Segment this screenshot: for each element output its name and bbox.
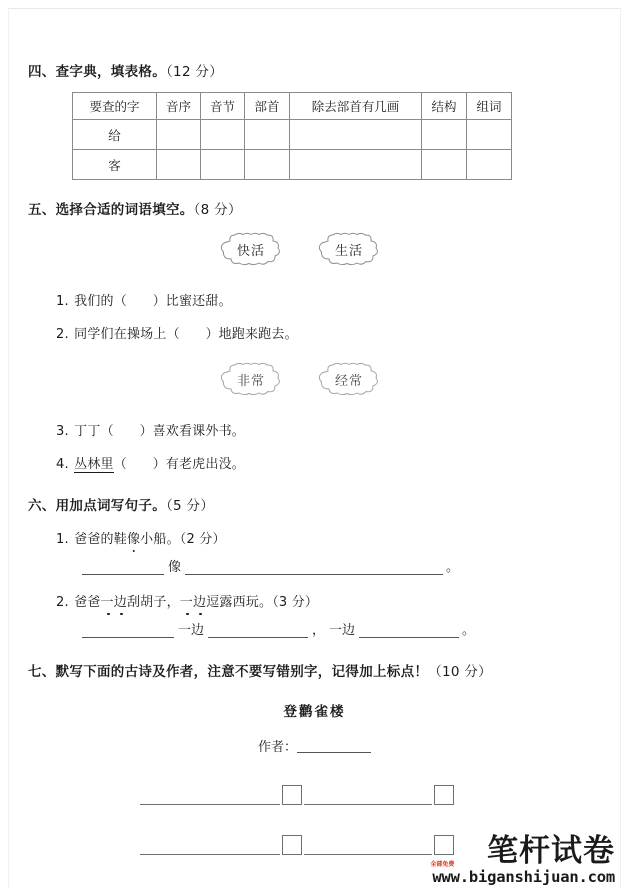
table-header-cell: 要查的字 <box>73 93 157 120</box>
table-cell-answer[interactable] <box>290 120 422 150</box>
poem-write-row <box>28 771 601 805</box>
punctuation-box[interactable] <box>282 785 302 805</box>
table-header-cell: 部首 <box>245 93 290 120</box>
table-cell-answer[interactable] <box>422 120 467 150</box>
table-header-row <box>73 93 512 120</box>
table-header-cell: 组词 <box>467 93 512 120</box>
sentence-item-2 <box>28 591 601 610</box>
word-bubble-label: 经常 <box>334 373 363 389</box>
table-cell-character: 客 <box>73 150 157 180</box>
section-seven-heading <box>28 660 601 680</box>
answer-keyword: 一边 <box>178 623 205 638</box>
table-header-cell: 音节 <box>201 93 245 120</box>
item-points: （2 分） <box>179 532 226 547</box>
table-cell-answer[interactable] <box>467 120 512 150</box>
answer-comma: ， <box>312 623 326 638</box>
word-bubble[interactable] <box>218 362 284 396</box>
question-item <box>28 290 601 309</box>
table-header-cell: 除去部首有几画 <box>290 93 422 120</box>
section-six-points: （5 分） <box>166 498 215 514</box>
answer-blank[interactable] <box>82 624 174 638</box>
answer-blank[interactable] <box>208 624 308 638</box>
table-cell-answer[interactable] <box>245 120 290 150</box>
sentence-text-b: 刮胡子， <box>126 595 180 610</box>
sentence-item-1 <box>28 528 601 547</box>
word-bubbles-group-2 <box>28 358 601 406</box>
answer-blank[interactable] <box>82 561 164 575</box>
sentence-text-c: 逗露西玩。 <box>206 595 273 610</box>
question-text-post: 有老虎出没。 <box>165 457 245 472</box>
item-points: （3 分） <box>272 595 319 610</box>
writing-line[interactable] <box>304 804 432 805</box>
word-bubble-label: 非常 <box>236 373 265 389</box>
emphasis-word: 像 <box>127 528 140 547</box>
table-header-cell: 音序 <box>157 93 201 120</box>
section-five-heading <box>28 198 601 218</box>
word-bubble-label: 生活 <box>334 243 363 259</box>
word-bubbles-group-1 <box>28 228 601 276</box>
section-five-title: 五、选择合适的词语填空。 <box>28 202 194 218</box>
question-text-post: 喜欢看课外书。 <box>152 424 245 439</box>
writing-line[interactable] <box>140 804 280 805</box>
author-label: 作者： <box>257 740 297 755</box>
answer-paren[interactable]: （ ） <box>113 294 166 309</box>
table-cell-answer[interactable] <box>245 150 290 180</box>
question-text-post: 地跑来跑去。 <box>218 327 298 342</box>
item-number: 2. <box>56 595 69 610</box>
question-number: 2. <box>56 327 69 342</box>
table-cell-answer[interactable] <box>290 150 422 180</box>
question-number: 4. <box>56 457 69 472</box>
table-cell-answer[interactable] <box>157 150 201 180</box>
section-five-points: （8 分） <box>193 202 242 218</box>
question-number: 3. <box>56 424 69 439</box>
writing-line[interactable] <box>304 854 432 855</box>
emphasis-word: 一边 <box>101 591 127 610</box>
author-blank[interactable] <box>297 740 371 753</box>
word-bubble[interactable] <box>316 232 382 266</box>
section-six-heading <box>28 494 601 514</box>
site-url: www.biganshijuan.com <box>432 867 615 886</box>
table-cell-answer[interactable] <box>467 150 512 180</box>
item-number: 1. <box>56 532 69 547</box>
answer-paren[interactable]: （ ） <box>100 424 153 439</box>
sentence-text-a: 爸爸的鞋 <box>74 532 127 547</box>
sentence-text-a: 爸爸 <box>74 595 101 610</box>
punctuation-box[interactable] <box>282 835 302 855</box>
question-text-post: 比蜜还甜。 <box>165 294 232 309</box>
answer-line-1 <box>28 561 601 575</box>
table-cell-answer[interactable] <box>157 120 201 150</box>
question-number: 1. <box>56 294 69 309</box>
punctuation-box[interactable] <box>434 785 454 805</box>
table-row <box>73 120 512 150</box>
word-bubble[interactable] <box>316 362 382 396</box>
answer-period: 。 <box>446 560 460 575</box>
question-text-pre: 同学们在操场上 <box>74 327 167 342</box>
question-item <box>28 420 601 439</box>
answer-line-2 <box>28 624 601 638</box>
answer-blank[interactable] <box>185 561 443 575</box>
table-cell-answer[interactable] <box>422 150 467 180</box>
answer-period: 。 <box>462 623 476 638</box>
table-cell-answer[interactable] <box>201 120 245 150</box>
table-header-cell: 结构 <box>422 93 467 120</box>
emphasis-word: 一边 <box>180 591 206 610</box>
table-row <box>73 150 512 180</box>
free-badge: 全部免费 <box>430 861 455 868</box>
scan-edge-left <box>8 8 9 888</box>
author-row <box>28 736 601 755</box>
section-six-title: 六、用加点词写句子。 <box>28 498 166 514</box>
answer-keyword: 像 <box>168 560 182 575</box>
sentence-text-b: 小船。 <box>140 532 180 547</box>
section-seven-points: （10 分） <box>428 664 492 680</box>
table-cell-character: 给 <box>73 120 157 150</box>
section-four-points: （12 分） <box>166 64 224 80</box>
answer-paren[interactable]: （ ） <box>166 327 219 342</box>
brand-name: 笔杆试卷 <box>487 832 615 869</box>
dictionary-table <box>72 92 512 180</box>
word-bubble-label: 快活 <box>236 243 265 259</box>
answer-keyword: 一边 <box>329 623 356 638</box>
question-item <box>28 453 601 472</box>
site-watermark <box>430 832 615 886</box>
question-item <box>28 323 601 342</box>
section-seven-title: 七、默写下面的古诗及作者，注意不要写错别字，记得加上标点！ <box>28 664 429 680</box>
answer-blank[interactable] <box>359 624 459 638</box>
scan-edge-right <box>620 8 621 888</box>
word-bubble[interactable] <box>218 232 284 266</box>
section-four-title: 四、查字典，填表格。 <box>28 64 166 80</box>
question-text-pre: 我们的 <box>74 294 114 309</box>
question-text-pre: 丛林里 <box>74 457 114 472</box>
table-cell-answer[interactable] <box>201 150 245 180</box>
writing-line[interactable] <box>140 854 280 855</box>
answer-paren[interactable]: （ ） <box>113 457 166 472</box>
poem-title: 登鹳雀楼 <box>283 704 346 720</box>
question-text-pre: 丁丁 <box>74 424 101 439</box>
dictionary-table-wrap <box>28 92 601 180</box>
worksheet-content <box>28 60 601 855</box>
section-four-heading <box>28 60 601 80</box>
scan-edge-top <box>8 8 621 9</box>
